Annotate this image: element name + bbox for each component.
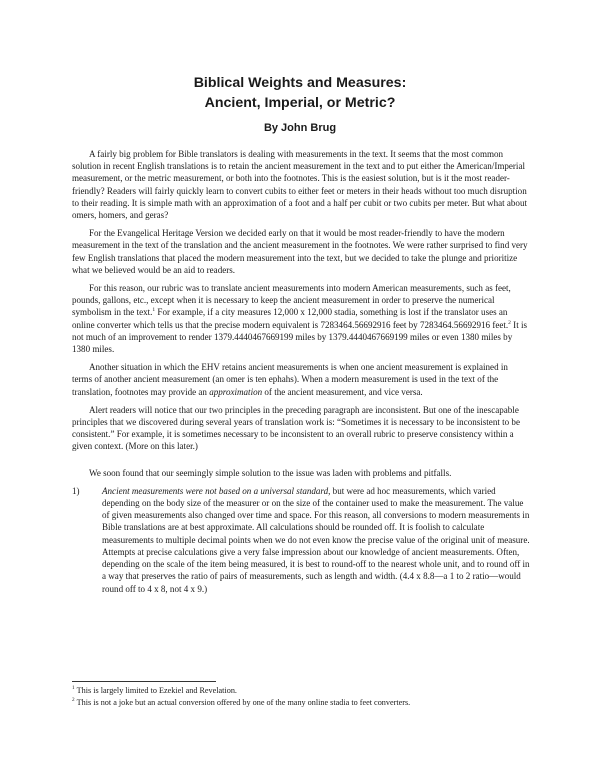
title-line-1: Biblical Weights and Measures: (193, 75, 407, 91)
footnote-separator (72, 681, 216, 682)
list-item-number: 1) (72, 485, 80, 496)
paragraph-4-part-b: of the ancient measurement, and vice versa. (262, 386, 423, 397)
article-body (72, 148, 530, 595)
title-line-2: Ancient, Imperial, or Metric? (204, 95, 396, 111)
footnote-2 (72, 697, 530, 709)
paragraph-4 (72, 361, 530, 398)
footnote-2-number: 2 (72, 696, 75, 703)
paragraph-5: Alert readers will notice that our two principles in the preceding paragraph are inconsistent. But one of the inescapable principles that we discovered during several years of translation work is: “Sometimes it is necessary to be inconsistent to be consistent.” For example, it is sometimes necessary to be inconsistent to an overall rubric to preserve consistency within a given context. (More on this later.) (72, 404, 520, 452)
paragraph-3-part-b: For example, if a city measures 12,000 x 12,000 stadia, something is lost if the translator uses an online converter which tells us that the precise modern equivalent is 7283464.56692916 feet by 7283464.56692916 feet. (72, 307, 509, 330)
footnote-ref-1: 1 (152, 307, 156, 314)
footnote-1-text: This is largely limited to Ezekiel and Revelation. (76, 686, 237, 695)
footnote-1 (72, 685, 530, 697)
paragraph-3-part-c: It is not much of an improvement to render 1379.4440467669199 miles by 1379.4440467669199 miles or even 1380 miles by 1380 miles. (72, 319, 528, 355)
author-byline: By John Brug (263, 122, 337, 134)
paragraph-3-part-a: For this reason, our rubric was to translate ancient measurements into modern American measurements, such as feet, pounds, gallons, etc., except when it is necessary to keep the ancient measurement in order to preserve the numerical symbolism in the text. (72, 283, 511, 318)
footnotes (72, 685, 530, 708)
list-item-text: but were ad hoc measurements, which varied depending on the body size of the measurer or on the size of the container used to make the measurement. The value of given measurements also changed over time and space. For this reason, all conversions to modern measurements in Bible translations are at best approximate. All calculations should be rounded off. It is foolish to calculate measurements to multiple decimal points when we do not even know the precise value of the original unit of measure. Attempts at precise calculations give a very false impression about our knowledge of ancient measurements. Often, depending on the scale of the item being measured, it is best to round-off to the nearest whole unit, and to round off in a way that preserves the ratio of pairs of measurements, such as length and width. (4.4 x 8.8—a 1 to 2 ratio—would round off to 4 x 8, not 4 x 9.) (102, 485, 530, 594)
footnote-2-text: This is not a joke but an actual conversion offered by one of the many online stadia to feet converters. (76, 697, 411, 707)
document-title (0, 73, 600, 113)
paragraph-4-emphasis: approximation (209, 386, 263, 397)
numbered-list-item-1 (72, 485, 530, 595)
paragraph-6: We soon found that our seemingly simple solution to the issue was laden with problems and pitfalls. (89, 467, 452, 478)
paragraph-3 (72, 282, 530, 355)
paragraph-2: For the Evangelical Heritage Version we decided early on that it would be most reader-friendly to have the modern measurement in the text of the translation and the ancient measurement in the footnotes. We were rather surprised to find very few English translations that placed the modern measurement into the text, but we decided to take the plunge and prioritize what we believed would be an aid to readers. (72, 228, 528, 275)
paragraph-4-part-a: Another situation in which the EHV retains ancient measurements is when one ancient measurement is explained in terms of another ancient measurement (an omer is ten ephahs). When a modern measurement is used in the text of the translation, footnotes may provide an (72, 362, 508, 397)
list-item-emphasis: Ancient measurements were not based on a universal standard, (102, 485, 331, 496)
footnote-ref-2: 2 (508, 319, 511, 326)
paragraph-1: A fairly big problem for Bible translators is dealing with measurements in the text. It seems that the most common solution in recent English translations is to retain the ancient measurement in the text and to put either the American/Imperial measurement, or the metric measurement, or both into the footnotes. This is the easiest solution, but is it the most reader-friendly? Readers will fairly quickly learn to convert cubits to either feet or meters in their heads without too much disruption to their reading. It is simple math with an approximation of a foot and a half per cubit or two cubits per meter. But what about omers, homers, and geras? (72, 149, 527, 221)
footnote-1-number: 1 (72, 685, 75, 692)
